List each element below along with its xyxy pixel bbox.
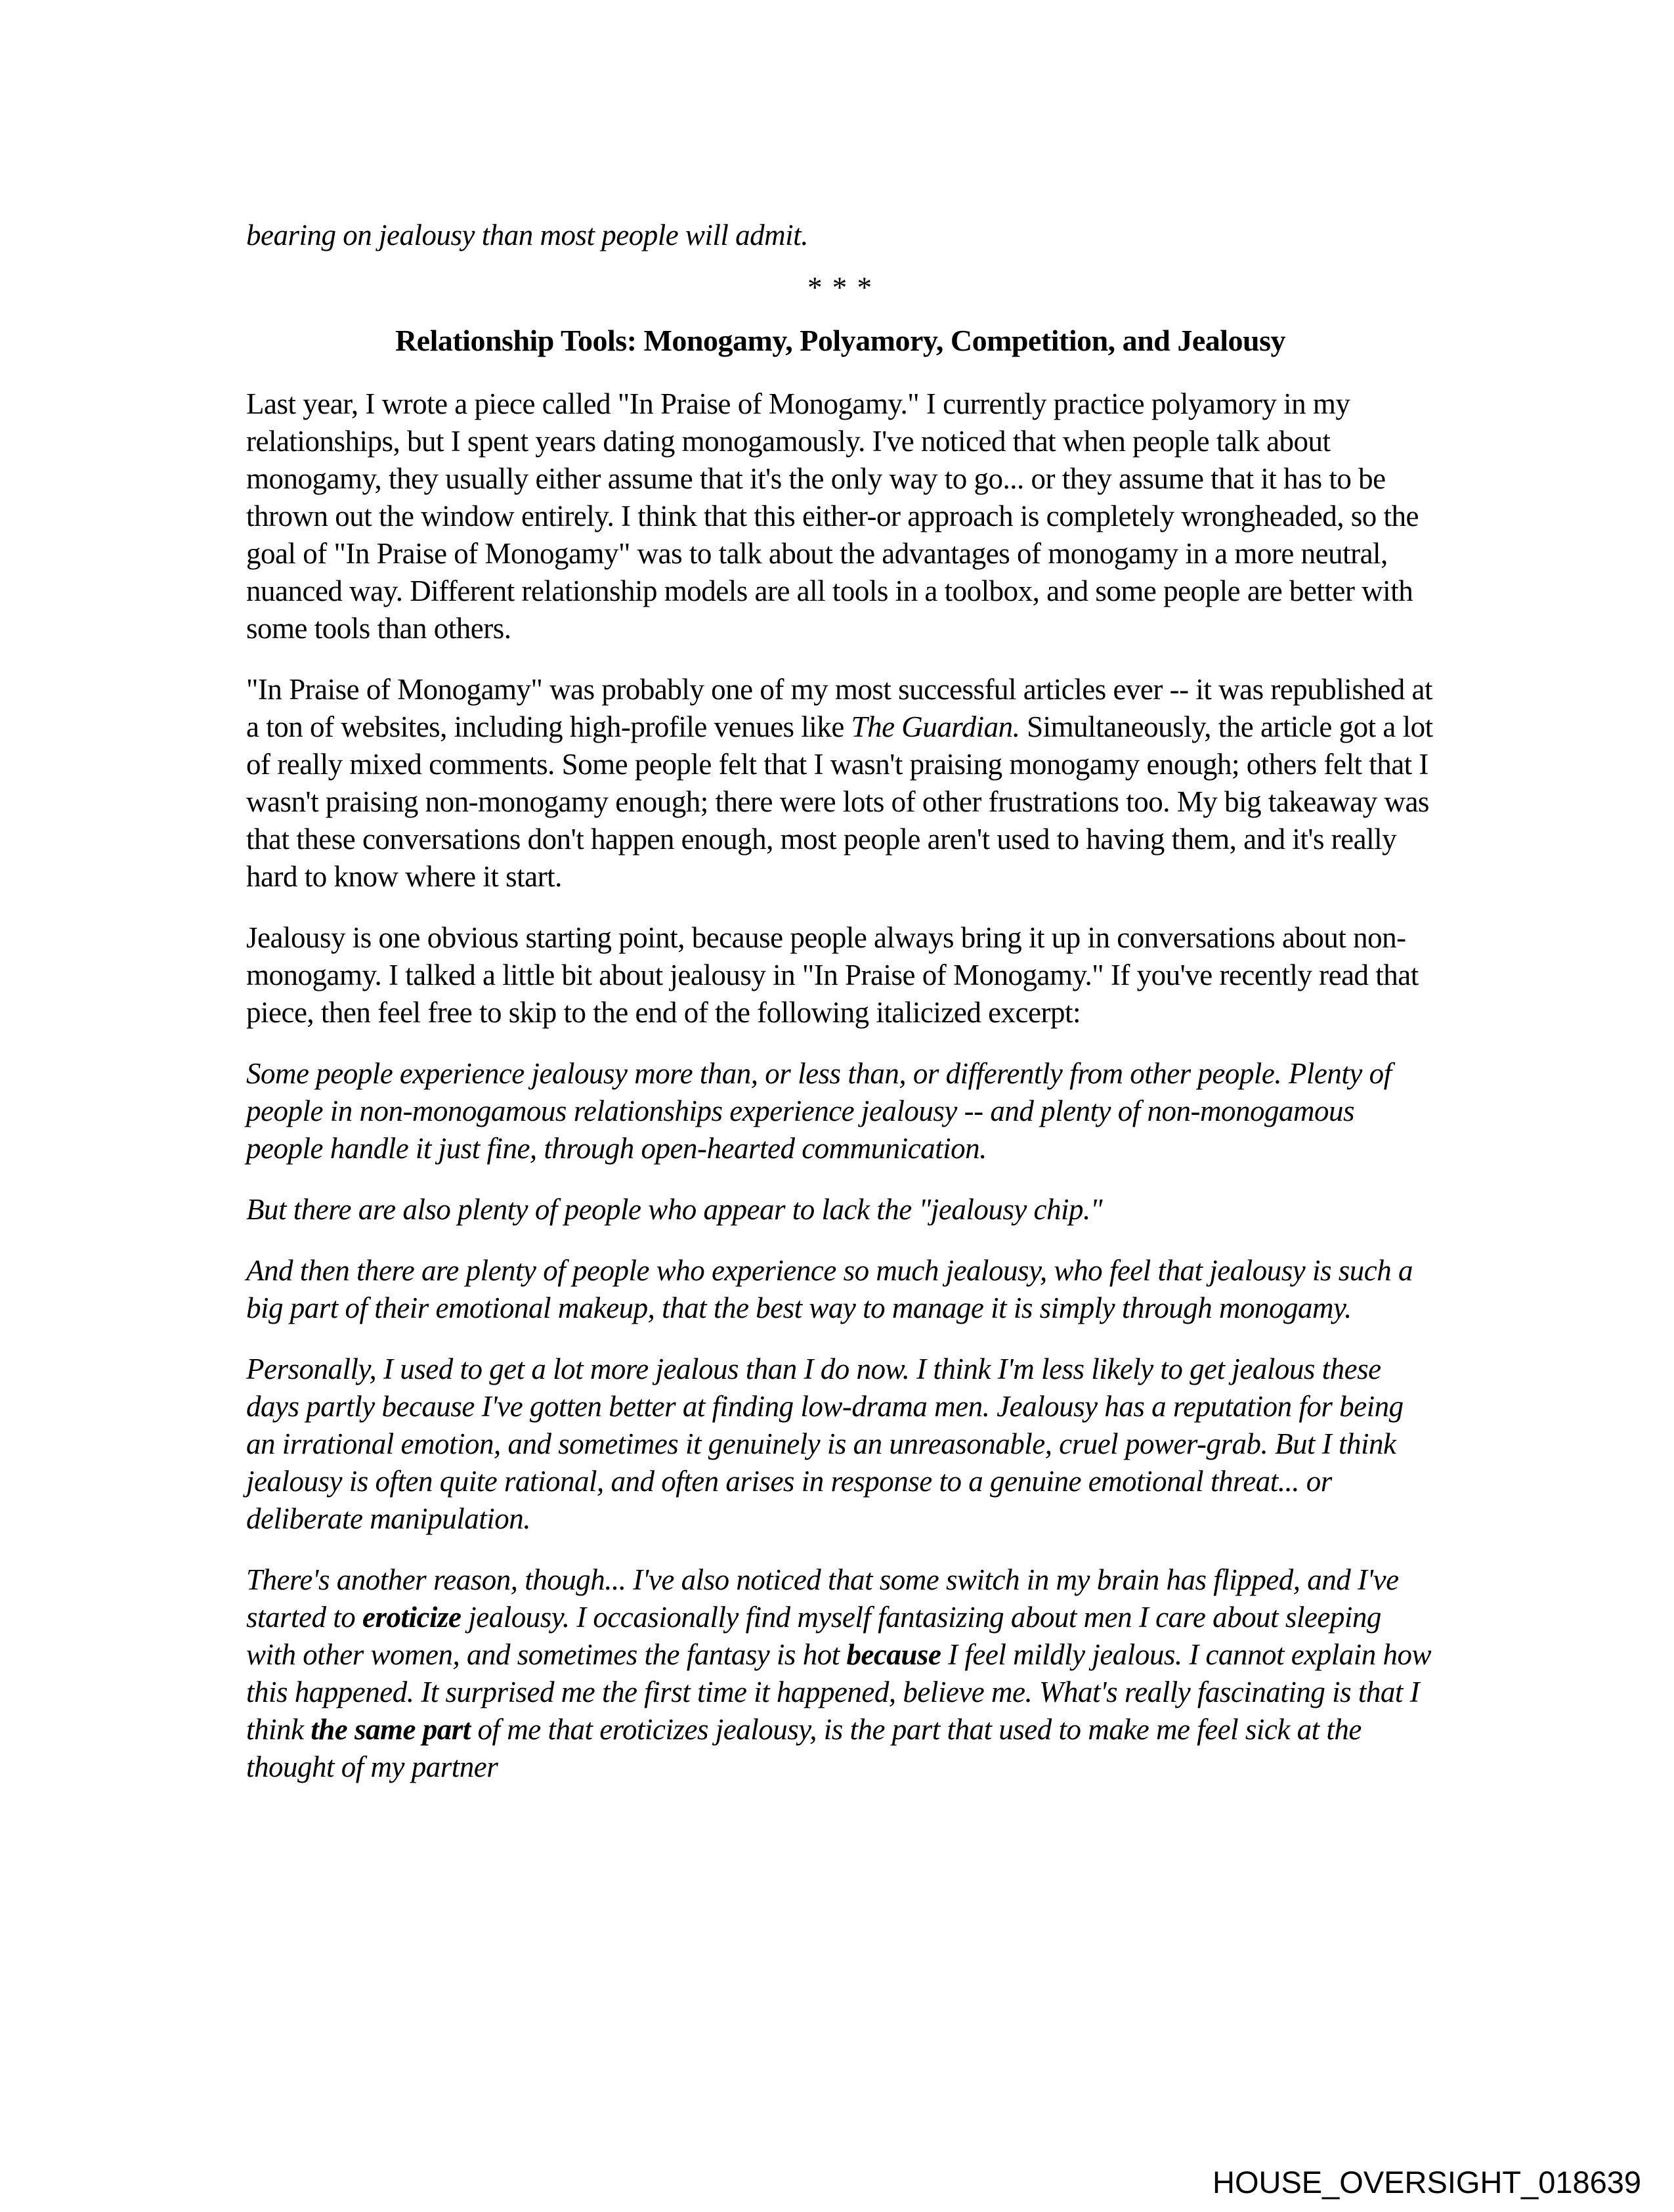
paragraphs-container: [246, 385, 1434, 1786]
paragraph-text: of me that eroticizes jealousy, is the part that used to make me feel sick at the thought of my partner: [246, 1713, 1362, 1783]
document-content: [246, 217, 1434, 1810]
paragraph: [246, 671, 1434, 896]
paragraph: [246, 1055, 1434, 1167]
section-separator: * * *: [807, 271, 873, 304]
paragraph-text: And then there are plenty of people who experience so much jealousy, who feel that jealousy is such a big part of their emotional makeup, that the best way to manage it is simply through monogamy.: [246, 1254, 1413, 1324]
continuation-line: bearing on jealousy than most people will admit.: [246, 219, 808, 251]
paragraph-text: Simultaneously, the article got a lot of really mixed comments. Some people felt that I wasn't praising monogamy enough; others felt that I wasn't praising non-monogamy enough; there were lots of other frustrations too. My big takeaway was that these conversations don't happen enough, most people aren't used to having them, and it's really hard to know where it start.: [246, 710, 1433, 893]
bates-stamp: HOUSE_OVERSIGHT_018639: [1213, 2165, 1642, 2200]
paragraph-text: "In Praise of Monogamy" was probably one of my most successful articles ever -- it was republished at a ton of websites, including high-profile venues like: [246, 673, 1433, 743]
paragraph: [246, 1561, 1434, 1786]
paragraph-text: There's another reason, though... I've also noticed that some switch in my brain has flipped, and I've started to: [246, 1563, 1399, 1634]
paragraph-text: Some people experience jealousy more than, or less than, or differently from other people. Plenty of people in non-monogamous relationships experience jealousy -- and plenty of non-monogamous people handle it just fine, through open-hearted communication.: [246, 1057, 1392, 1165]
paragraph-text: The Guardian.: [851, 710, 1020, 743]
paragraph: [246, 919, 1434, 1031]
paragraph-text: Jealousy is one obvious starting point, because people always bring it up in conversations about non-monogamy. I talked a little bit about jealousy in "In Praise of Monogamy." If you've recently read that piece, then feel free to skip to the end of the following italicized excerpt:: [246, 921, 1419, 1029]
emphasized-text: because: [846, 1638, 941, 1671]
paragraph: [246, 1252, 1434, 1327]
paragraph: [246, 1351, 1434, 1538]
emphasized-text: the same part: [311, 1713, 471, 1746]
paragraph-text: Last year, I wrote a piece called "In Praise of Monogamy." I currently practice polyamory in my relationships, but I spent years dating monogamously. I've noticed that when people talk about monogamy, they usually either assume that it's the only way to go... or they assume that it has to be thrown out the window entirely. I think that this either-or approach is completely wrongheaded, so the goal of "In Praise of Monogamy" was to talk about the advantages of monogamy in a more neutral, nuanced way. Different relationship models are all tools in a toolbox, and some people are better with some tools than others.: [246, 387, 1419, 645]
paragraph-text: I feel mildly jealous. I cannot explain how this happened. It surprised me the first time it happened, believe me. What's really fascinating is that I think: [246, 1638, 1432, 1746]
paragraph: [246, 385, 1434, 647]
paragraph-text: Personally, I used to get a lot more jealous than I do now. I think I'm less likely to get jealous these days partly because I've gotten better at finding low-drama men. Jealousy has a reputation for being an irrational emotion, and sometimes it genuinely is an unreasonable, cruel power-grab. But I think jealousy is often quite rational, and often arises in response to a genuine emotional threat... or deliberate manipulation.: [246, 1353, 1404, 1535]
paragraph-text: jealousy. I occasionally find myself fantasizing about men I care about sleeping with other women, and sometimes the fantasy is hot: [246, 1601, 1381, 1671]
paragraph-text: But there are also plenty of people who appear to lack the "jealousy chip.": [246, 1193, 1103, 1226]
emphasized-text: eroticize: [362, 1601, 461, 1634]
paragraph: [246, 1191, 1434, 1228]
article-title: Relationship Tools: Monogamy, Polyamory, Competition, and Jealousy: [395, 324, 1286, 357]
